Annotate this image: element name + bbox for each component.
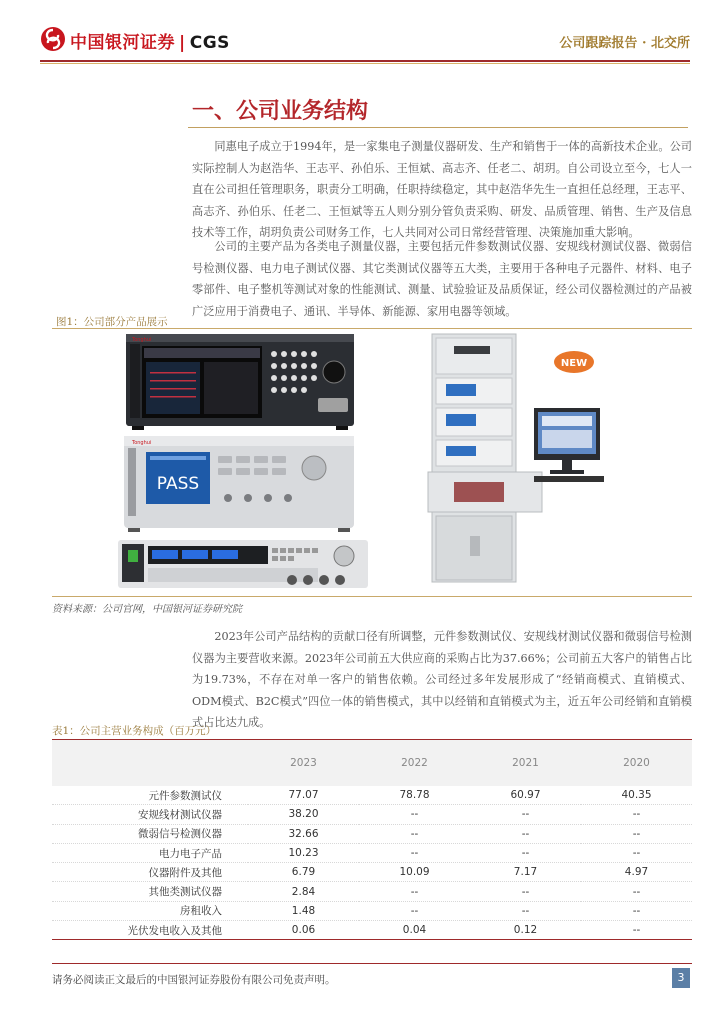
- header-divider-gold: [40, 63, 690, 64]
- row-label: 电力电子产品: [52, 843, 248, 862]
- product-images-right: [414, 332, 606, 594]
- figure-bottom-rule: [52, 596, 692, 597]
- table-caption: 表1：公司主营业务构成（百万元）: [52, 725, 217, 737]
- table-cell: 40.35: [581, 786, 692, 805]
- table-cell: 0.12: [470, 921, 581, 940]
- figure-top-rule: [52, 328, 692, 329]
- table-header-row: [52, 740, 692, 787]
- table-cell: 0.04: [359, 921, 470, 940]
- table-cell: --: [581, 882, 692, 901]
- logo-separator: |: [179, 33, 186, 53]
- report-type: 公司跟踪报告 · 北交所: [559, 36, 690, 51]
- table-cell: --: [359, 882, 470, 901]
- table-cell: --: [581, 921, 692, 940]
- logo-chinese: 中国银河证券: [70, 33, 175, 53]
- table-cell: 6.79: [248, 863, 359, 882]
- table-cell: 78.78: [359, 786, 470, 805]
- row-label: 微弱信号检测仪器: [52, 824, 248, 843]
- table-cell: 10.09: [359, 863, 470, 882]
- table-cell: --: [470, 882, 581, 901]
- new-badge: [554, 351, 594, 373]
- product-images-left: [118, 332, 368, 594]
- table-header-cell: 2020: [581, 740, 692, 787]
- revenue-table: [52, 739, 692, 940]
- row-label: 光伏发电收入及其他: [52, 921, 248, 940]
- footer-disclaimer: 请务必阅读正文最后的中国银河证券股份有限公司免责声明。: [52, 974, 336, 986]
- screen-pass-text: PASS: [156, 474, 200, 494]
- table-cell: 32.66: [248, 824, 359, 843]
- table-cell: 60.97: [470, 786, 581, 805]
- table-cell: --: [581, 901, 692, 920]
- table-cell: --: [581, 805, 692, 824]
- table-cell: 1.48: [248, 901, 359, 920]
- table-cell: --: [359, 901, 470, 920]
- table-cell: --: [470, 843, 581, 862]
- row-label: 其他类测试仪器: [52, 882, 248, 901]
- table-cell: 0.06: [248, 921, 359, 940]
- monitor-image: [534, 408, 604, 482]
- section-underline: [188, 127, 688, 128]
- table-header-cell: 2023: [248, 740, 359, 787]
- electronic-load-image: [118, 540, 368, 588]
- table-cell: 77.07: [248, 786, 359, 805]
- table-row: [52, 921, 692, 940]
- table-cell: 4.97: [581, 863, 692, 882]
- page-number: 3: [672, 968, 690, 988]
- table-header-cell: 2021: [470, 740, 581, 787]
- row-label: 元件参数测试仪: [52, 786, 248, 805]
- table-cell: --: [470, 901, 581, 920]
- table-cell: 10.23: [248, 843, 359, 862]
- logo-english: CGS: [189, 33, 230, 53]
- new-badge-text: NEW: [560, 358, 588, 369]
- table-row: [52, 786, 692, 805]
- row-label: 房租收入: [52, 901, 248, 920]
- section-title: 一、公司业务结构: [192, 98, 369, 124]
- device-brand-label-1: Tonghui: [132, 337, 152, 343]
- paragraph-products: 公司的主要产品为各类电子测量仪器，主要包括元件参数测试仪器、安规线材测试仪器、微弱信号检测仪器、电力电子测试仪器、其它类测试仪器等五大类，主要用于各种电子元器件、材料、电子零部件、电子整机等测试对象的性能测试、测量、试验验证及品质保证，经公司仪器检测过的产品被广泛应用于消费电子、通讯、半导体、新能源、家用电器等领域。: [192, 240, 692, 318]
- table-cell: 7.17: [470, 863, 581, 882]
- pass-tester-image: [124, 436, 354, 532]
- brand-logo-text: [70, 28, 230, 53]
- table-cell: 2.84: [248, 882, 359, 901]
- footer-divider: [52, 963, 692, 964]
- device-brand-label-2: Tonghui: [132, 440, 152, 446]
- header-divider: [40, 60, 690, 62]
- row-label: 安规线材测试仪器: [52, 805, 248, 824]
- table-row: [52, 843, 692, 862]
- table-cell: --: [359, 843, 470, 862]
- table-row: [52, 805, 692, 824]
- table-row: [52, 882, 692, 901]
- table-cell: --: [470, 824, 581, 843]
- table-cell: --: [359, 805, 470, 824]
- table-cell: --: [581, 843, 692, 862]
- table-row: [52, 863, 692, 882]
- figure-source: 资料来源：公司官网，中国银河证券研究院: [52, 604, 242, 615]
- paragraph-company-intro: 同惠电子成立于1994年，是一家集电子测量仪器研发、生产和销售于一体的高新技术企业。公司实际控制人为赵浩华、王志平、孙伯乐、王恒斌、高志齐、任老二、胡玥。自公司设立至今，七人一直在公司担任管理职务，职责分工明确，任职持续稳定，其中赵浩华先生一直担任总经理，王志平、高志齐、孙伯乐、任老二、王恒斌等五人则分别分管负责采购、研发、品质管理、销售、生产及信息技术等工作，胡玥负责公司财务工作，七人共同对公司日常经营管理、决策施加重大影响。: [192, 140, 692, 239]
- test-rack-image: [428, 334, 542, 582]
- table-cell: --: [359, 824, 470, 843]
- table-cell: --: [581, 824, 692, 843]
- cgs-logo-icon: [40, 26, 66, 52]
- table-cell: --: [470, 805, 581, 824]
- paragraph-revenue-structure: 2023年公司产品结构的贡献口径有所调整，元件参数测试仪、安规线材测试仪器和微弱信号检测仪器为主要营收来源。2023年公司前五大供应商的采购占比为37.66%；公司前五大客户的销售占比为19.73%，不存在对单一客户的销售依赖。公司经过多年发展形成了“经销商模式、直销模式、ODM模式、B2C模式”四位一体的销售模式，其中以经销和直销模式为主，近五年公司经销和直销模式占比达九成。: [192, 630, 692, 729]
- lcr-meter-image: [126, 334, 354, 430]
- figure-caption: 图1：公司部分产品展示: [56, 316, 168, 328]
- table-cell: 38.20: [248, 805, 359, 824]
- table-row: [52, 824, 692, 843]
- table-header-cell: [52, 740, 248, 787]
- table-row: [52, 901, 692, 920]
- row-label: 仪器附件及其他: [52, 863, 248, 882]
- table-header-cell: 2022: [359, 740, 470, 787]
